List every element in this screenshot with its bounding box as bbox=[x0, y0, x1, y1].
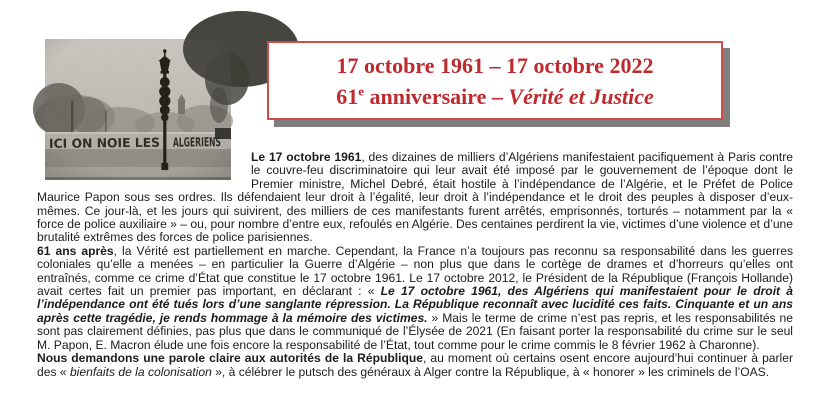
text-run: » Mais le terme de crime n’est pas repris, et les responsabilités ne sont pas clairement définies, pas plus que dans le communiqué de l’Élysée de 2021 (En faisant porter la responsabilité du crime sur le seul M. Papon, E. Macron élude une fois encore la responsabilité de l’État, tout comme pour le crime commis le 8 février 1962 à Charonne). bbox=[37, 310, 794, 352]
photo-wrap-spacer bbox=[37, 151, 251, 180]
anniversary-number: 61 bbox=[336, 83, 359, 109]
title-banner bbox=[267, 41, 723, 120]
title-line-dates bbox=[337, 50, 654, 81]
anniversary-ordinal: e bbox=[358, 83, 364, 99]
text-run: , au moment où certains osent encore aujourd’hui continuer à parler des « bbox=[37, 351, 793, 379]
text-run: Le 17 octobre 1961 bbox=[251, 150, 362, 164]
text-run: , la Vérité est partiellement en marche. Cependant, la France n’a toujours pas reconnu sa responsabilité dans les guerres coloniales qu’elle a menées – en particulier la Guerre d’Algérie – non plus que dans le cortège de drames et d’horreurs qu’elles ont entraînés, comme ce crime d’État que constitue le 17 octobre 1961. Le 17 octobre 2012, le Président de la République (François Hollande) avait certes fait un premier pas important, en déclarant : « bbox=[37, 243, 793, 299]
text-run: Nous demandons une parole claire aux autorités de la République bbox=[37, 351, 423, 366]
anniversary-text: anniversaire – bbox=[363, 83, 509, 109]
text-run: », à célébrer le putsch des généraux à Alger contre la République, à « honorer » les criminels de l’OAS. bbox=[211, 364, 770, 379]
anniversary-motto: Vérité et Justice bbox=[508, 83, 654, 109]
article-text bbox=[37, 151, 793, 379]
text-run: , des dizaines de milliers d’Algériens manifestaient pacifiquement à Paris contre le couvre-feu discriminatoire qui leur avait été imposé par le gouvernement de l’époque dont le Premier ministre, Michel Debré, était hostile à l’indépendance de l’Algérie, et le Préfet de Police Maurice Papon sous ses ordres. Ils défendaient leur droit à l’égalité, leur droit à l’indépendance et le droit des peuples à disposer d’eux-mêmes. Ce jour-là, et les jours qui suivirent, des milliers de ces manifestants furent arrêtés, emprisonnés, torturés – notamment par la « force de police auxiliaire » – ou, pour nombre d’entre eux, refoulés en Algérie. Des centaines perdirent la vie, victimes d’une violence et d’une brutalité extrêmes des forces de police parisiennes. bbox=[37, 150, 793, 245]
paragraph bbox=[37, 352, 793, 379]
text-run: bienfaits de la colonisation bbox=[69, 364, 212, 379]
paragraph bbox=[37, 245, 793, 352]
title-line-anniversary bbox=[336, 81, 654, 112]
title-dates-text: 17 octobre 1961 – 17 octobre 2022 bbox=[336, 52, 654, 78]
text-run: 61 ans après bbox=[37, 243, 114, 258]
text-run: Le 17 octobre 1961, des Algériens qui manifestaient pour le droit à l’indépendance ont été tués lors d’une sanglante répression. La République reconnaît avec lucidité ces faits. Cinquante et un ans après cette tragédie, je rends hommage à la mémoire des victimes. bbox=[37, 284, 793, 325]
